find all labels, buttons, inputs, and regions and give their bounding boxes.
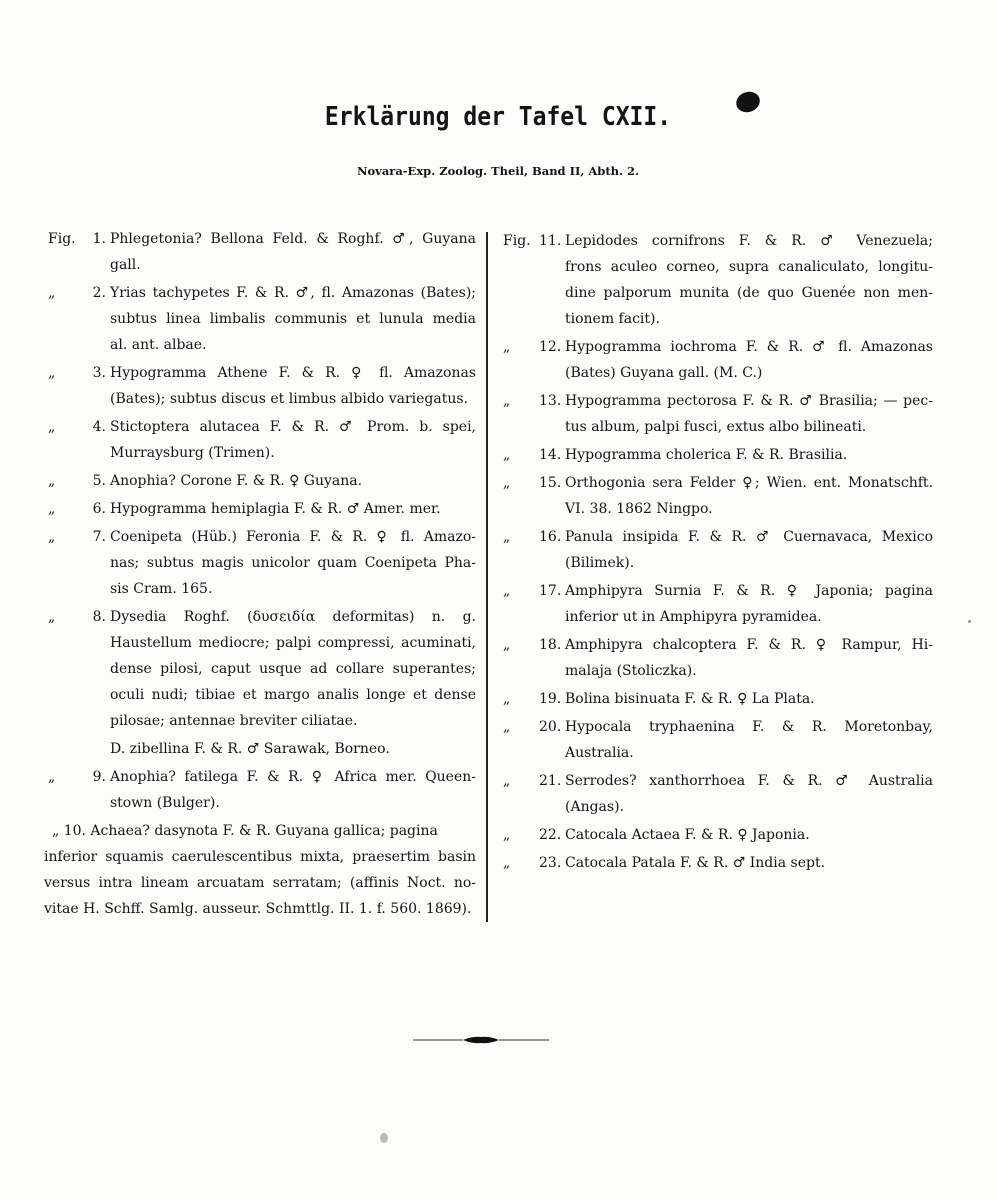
figure-text-line: Panula insipida F. & R. ♂ Cuernavaca, Mexico (565, 529, 933, 545)
figure-entry (48, 414, 476, 466)
figure-number: 22. (539, 827, 562, 843)
figure-text-line: Haustellum mediocre; palpi compressi, acuminati, (110, 635, 476, 651)
figure-number: 7. (92, 529, 106, 545)
figure-entry (48, 468, 476, 494)
figure-text-line: vitae H. Schff. Samlg. ausseur. Schmttlg. II. 1. f. 560. 1869). (44, 901, 472, 917)
figure-prefix: „ (503, 339, 511, 355)
figure-label (503, 578, 563, 604)
figure-label (48, 764, 108, 790)
figure-entry (48, 280, 476, 358)
figure-text-line: VI. 38. 1862 Ningpo. (565, 501, 713, 517)
figure-entry (503, 442, 933, 468)
figure-prefix: „ (503, 719, 511, 735)
figure-entry (48, 496, 476, 522)
figure-entry (503, 768, 933, 820)
figure-text-line: Coenipeta (Hüb.) Feronia F. & R. ♀ fl. Amazo- (110, 529, 476, 545)
figure-number: 17. (539, 583, 562, 599)
figure-entry (503, 524, 933, 576)
figure-text-line: Hypogramma pectorosa F. & R. ♂ Brasilia; — pec- (565, 393, 933, 409)
figure-text-line: Hypocala tryphaenina F. & R. Moretonbay, (565, 719, 933, 735)
figure-prefix: „ (503, 773, 511, 789)
figure-label (48, 496, 108, 522)
figure-text-line: dense pilosi, caput usque ad collare superantes; (110, 661, 476, 677)
figure-label (503, 442, 563, 468)
figure-number: 11. (539, 233, 562, 249)
figure-text-line: subtus linea limbalis communis et lunula media (110, 311, 476, 327)
figure-text-line: oculi nudi; tibiae et margo analis longe et dense (110, 687, 476, 703)
figure-text-line: Phlegetonia? Bellona Feld. & Roghf. ♂, Guyana (110, 231, 476, 247)
figure-prefix: „ (48, 501, 56, 517)
figure-entry (44, 818, 476, 922)
figure-number: 16. (539, 529, 562, 545)
figure-text-line: Yrias tachypetes F. & R. ♂, fl. Amazonas (Bates); (110, 285, 476, 301)
page-title: Erklärung der Tafel CXII. (324, 102, 672, 132)
figure-number: 14. (539, 447, 562, 463)
figure-prefix: „ (503, 855, 511, 871)
figure-entry (503, 334, 933, 386)
figure-number: 6. (92, 501, 106, 517)
figure-entry (48, 764, 476, 816)
figure-text-line: malaja (Stoliczka). (565, 663, 697, 679)
figure-text-line: inferior ut in Amphipyra pyramidea. (565, 609, 822, 625)
figure-prefix: „ (48, 609, 56, 625)
page-subtitle: Novara-Exp. Zoolog. Theil, Band II, Abth. 2. (356, 164, 640, 178)
figure-text-line: stown (Bulger). (110, 795, 220, 811)
figure-text-line (44, 818, 476, 844)
figure-text-line: Anophia? fatilega F. & R. ♀ Africa mer. Queen- (110, 769, 476, 785)
figure-text-line: D. zibellina F. & R. ♂ Sarawak, Borneo. (110, 741, 390, 757)
figure-label (503, 228, 563, 254)
figure-entry (48, 524, 476, 602)
figure-prefix: „ (52, 823, 64, 839)
figure-text-line: versus intra lineam arcuatam serratam; (affinis Noct. no- (44, 875, 476, 891)
figure-number: 3. (92, 365, 106, 381)
figure-entry (503, 714, 933, 766)
figure-text-line: Hypogramma Athene F. & R. ♀ fl. Amazonas (110, 365, 476, 381)
figure-text-line: Bolina bisinuata F. & R. ♀ La Plata. (565, 691, 815, 707)
figure-prefix: „ (48, 529, 56, 545)
figure-number: 1. (92, 231, 106, 247)
figure-entry (503, 578, 933, 630)
figure-label (503, 334, 563, 360)
figure-text-line: Hypogramma iochroma F. & R. ♂ fl. Amazonas (565, 339, 933, 355)
figure-text-line: tionem facit). (565, 311, 660, 327)
figure-label (503, 850, 563, 876)
figure-text-line: Lepidodes cornifrons F. & R. ♂ Venezuela; (565, 233, 933, 249)
figure-prefix: „ (48, 769, 56, 785)
figure-prefix: „ (503, 447, 511, 463)
figure-number: 10. (63, 823, 91, 839)
column-divider (486, 232, 488, 922)
figure-text-line: Dysedia Roghf. (δυσειδία deformitas) n. g. (110, 609, 476, 625)
figure-text-line: frons aculeo corneo, supra canaliculato, longitu- (565, 259, 933, 275)
figure-prefix: „ (48, 365, 56, 381)
figure-prefix: „ (48, 285, 56, 301)
figure-entry (503, 228, 933, 332)
paper-speck (968, 620, 971, 623)
figure-entry (503, 850, 933, 876)
figure-label (48, 414, 108, 440)
figure-entry (503, 686, 933, 712)
figure-label (48, 468, 108, 494)
figure-text-line: Murraysburg (Trimen). (110, 445, 275, 461)
figure-text-line: pilosae; antennae breviter ciliatae. (110, 713, 358, 729)
figure-prefix: Fig. (48, 231, 76, 247)
figure-entry (503, 470, 933, 522)
figure-text-line: tus album, palpi fusci, extus albo bilineati. (565, 419, 867, 435)
figure-prefix: „ (503, 393, 511, 409)
figure-entry (503, 822, 933, 848)
figure-label (503, 470, 563, 496)
figure-label (503, 632, 563, 658)
figure-text-line: (Bates); subtus discus et limbus albido variegatus. (110, 391, 468, 407)
figure-prefix: „ (503, 529, 511, 545)
figure-number: 2. (92, 285, 106, 301)
figure-text-line: Amphipyra Surnia F. & R. ♀ Japonia; pagina (565, 583, 933, 599)
figure-prefix: „ (503, 691, 511, 707)
figure-number: 15. (539, 475, 562, 491)
figure-entry (48, 360, 476, 412)
figure-label (503, 686, 563, 712)
figure-label (503, 524, 563, 550)
figure-number: 12. (539, 339, 562, 355)
figure-prefix: „ (503, 583, 511, 599)
figure-text-line: Stictoptera alutacea F. & R. ♂ Prom. b. spei, (110, 419, 476, 435)
paper-speck (380, 1133, 388, 1143)
figure-prefix: „ (48, 473, 56, 489)
figure-entry (48, 226, 476, 278)
figure-text-line: Amphipyra chalcoptera F. & R. ♀ Rampur, Hi- (565, 637, 933, 653)
figure-label (503, 822, 563, 848)
figure-entry (503, 632, 933, 684)
figure-text-line: Anophia? Corone F. & R. ♀ Guyana. (110, 473, 363, 489)
figure-label (48, 360, 108, 386)
figure-text-line: dine palporum munita (de quo Guenée non men- (565, 285, 933, 301)
figure-text-line: Australia. (565, 745, 634, 761)
figure-prefix: „ (503, 637, 511, 653)
figure-text-line: Catocala Patala F. & R. ♂ India sept. (565, 855, 826, 871)
figure-text-line: gall. (110, 257, 141, 273)
right-column (503, 228, 933, 878)
figure-number: 19. (539, 691, 562, 707)
figure-text-line: Catocala Actaea F. & R. ♀ Japonia. (565, 827, 810, 843)
figure-text-line: Hypogramma cholerica F. & R. Brasilia. (565, 447, 848, 463)
left-column (44, 226, 476, 922)
figure-text-line: (Bates) Guyana gall. (M. C.) (565, 365, 763, 381)
figure-text-line: Hypogramma hemiplagia F. & R. ♂ Amer. mer. (110, 501, 441, 517)
figure-text-line: al. ant. albae. (110, 337, 207, 353)
figure-entry (48, 604, 476, 762)
figure-number: 5. (92, 473, 106, 489)
figure-prefix: Fig. (503, 233, 531, 249)
figure-text-line: inferior squamis caerulescentibus mixta, praesertim basin (44, 849, 476, 865)
figure-number: 23. (539, 855, 562, 871)
figure-number: 4. (92, 419, 106, 435)
figure-label (503, 388, 563, 414)
figure-label (503, 768, 563, 794)
figure-label (48, 524, 108, 550)
figure-prefix: „ (503, 827, 511, 843)
figure-text-line: (Angas). (565, 799, 624, 815)
figure-entry (503, 388, 933, 440)
figure-text-line: Serrodes? xanthorrhoea F. & R. ♂ Australia (565, 773, 933, 789)
figure-number: 8. (92, 609, 106, 625)
figure-text: Achaea? dasynota F. & R. Guyana gallica; pagina (90, 823, 438, 839)
figure-number: 18. (539, 637, 562, 653)
figure-number: 21. (539, 773, 562, 789)
figure-label (48, 280, 108, 306)
figure-text-line: Orthogonia sera Felder ♀; Wien. ent. Monatschft. (565, 475, 933, 491)
figure-label (48, 226, 108, 252)
end-ornament (413, 1030, 549, 1050)
figure-number: 9. (92, 769, 106, 785)
figure-number: 20. (539, 719, 562, 735)
figure-prefix: „ (503, 475, 511, 491)
figure-label (503, 714, 563, 740)
figure-text-line: sis Cram. 165. (110, 581, 213, 597)
figure-text-line: (Bilimek). (565, 555, 635, 571)
figure-text-line: nas; subtus magis unicolor quam Coenipeta Pha- (110, 555, 476, 571)
figure-prefix: „ (48, 419, 56, 435)
figure-label (48, 604, 108, 630)
figure-number: 13. (539, 393, 562, 409)
